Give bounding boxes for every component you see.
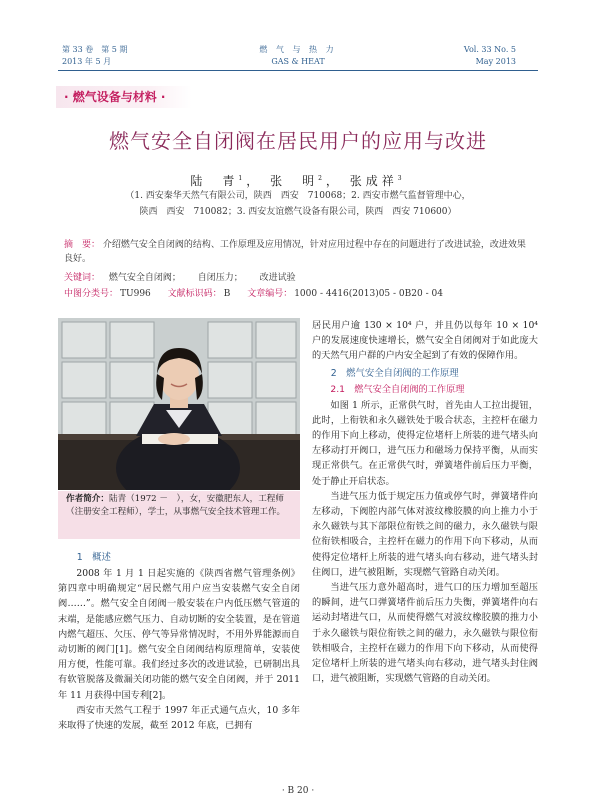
- paragraph: 当进气压力低于规定压力值或停气时，弹簧堵件向左移动，下阀腔内部气体对波纹橡胶膜的向上推力小于永久磁铁与其下部限位衔铁之间的磁力，永久磁铁与限位衔铁相吸合，主控杆在磁力的作用下向下移动，从而使得定位堵杆上所装的进气堵头向右移动，进气堵头封住阀口，进气被阻断，实现燃气管路自动关闭。: [312, 490, 538, 578]
- authors: 陆 青$^1$， 张 明$^2$， 张成祥$^3$: [190, 174, 406, 188]
- article-id-value: 1000 - 4416(2013)05 - 0B20 - 04: [294, 289, 443, 299]
- section-tag: · 燃气设备与材料 ·: [56, 86, 192, 108]
- paragraph: 当进气压力意外超高时，进气口的压力增加至超压的瞬间，进气口弹簧堵件前后压力失衡，弹簧堵件向右运动封堵进气口，从而使得燃气对波纹橡胶膜的推力小于永久磁铁与限位衔铁之间的磁力，永久磁铁与限位衔铁相吸合，主控杆在磁力的作用下向下移动，从而使得定位堵杆上所装的进气堵头向右移动，进气堵头封住阀口，进气被阻断，实现燃气管路的自动关闭。: [312, 582, 538, 685]
- author-bio: [58, 491, 300, 539]
- author-photo: [58, 318, 300, 490]
- abstract: [64, 238, 526, 266]
- year-month: 2013 年 5 月: [62, 57, 112, 66]
- author-2: 张 明: [270, 174, 319, 188]
- bio-text: 陆青（1972 － ），女，安徽肥东人，工程师（注册安全工程师），学士，从事燃气安全技术管理工作。: [66, 494, 286, 517]
- right-column: [312, 318, 538, 686]
- clc-label: 中图分类号：: [64, 289, 119, 299]
- paragraph: 西安市天然气工程于 1997 年正式通气点火，10 多年来取得了快速的发展，截至 2012 年底，已拥有: [58, 704, 300, 732]
- keywords: 关键词： 燃气安全自闭阀； 自闭压力； 改进试验: [64, 273, 296, 283]
- author-1: 陆 青: [190, 174, 239, 188]
- subsection-2-1-heading: 2.1 燃气安全自闭阀的工作原理: [330, 383, 465, 395]
- bio-label: 作者简介：: [66, 494, 109, 504]
- page-number: · B 20 ·: [281, 786, 315, 796]
- clc-value: TU996: [120, 289, 151, 299]
- month-year-en: May 2013: [475, 57, 516, 66]
- doc-code-value: B: [223, 289, 231, 299]
- abstract-label: 摘 要：: [64, 240, 101, 250]
- journal-title-cn: 燃 气 与 热 力: [259, 45, 337, 54]
- doc-code-label: 文献标识码：: [167, 289, 222, 299]
- classification: [64, 287, 538, 301]
- section-1-heading: 1 概述: [76, 552, 111, 563]
- journal-title-en: GAS & HEAT: [271, 57, 325, 66]
- article-id-label: 文章编号：: [247, 289, 293, 299]
- article-title: 燃气安全自闭阀在居民用户的应用与改进: [109, 129, 487, 153]
- author-3: 张成祥: [349, 174, 398, 188]
- affiliation-line-2: 陕西 西安 710082；3. 西安友谊燃气设备有限公司，陕西 西安 710600）: [139, 207, 457, 217]
- volume-issue-en: Vol. 33 No. 5: [463, 45, 516, 54]
- abstract-text: 介绍燃气安全自闭阀的结构、工作原理及应用情况，针对应用过程中存在的问题进行了改进试验，改进效果良好。: [64, 240, 526, 264]
- left-column: [58, 550, 300, 733]
- volume-issue: 第 33 卷 第 5 期: [62, 45, 128, 54]
- section-2-heading: 2 燃气安全自闭阀的工作原理: [330, 367, 459, 379]
- header-divider: [58, 70, 538, 71]
- author-photo-image: [58, 318, 300, 490]
- keywords-label: 关键词：: [64, 273, 101, 283]
- paragraph: 居民用户逾 130 × 10⁴ 户，并且仍以每年 10 × 10⁴ 户的发展速度快速增长，燃气安全自闭阀对于如此庞大的天然气用户群的户内安全起到了有效的保障作用。: [312, 320, 538, 362]
- paragraph: 如图 1 所示，正常供气时，首先由人工拉出提钮，此时，上衔铁和永久磁铁处于吸合状态，主控杆在磁力的作用下向上移动，使得定位堵杆上所装的进气堵头向左移动打开阀口，进气压力和磁场力保持平衡，从而实现正常供气。在正常供气时，弹簧堵件前后压力平衡，处于静止开启状态。: [312, 399, 538, 487]
- affiliation-line-1: （1. 西安秦华天然气有限公司，陕西 西安 710068；2. 西安市燃气监督管理中心，: [125, 191, 471, 201]
- header-right: [464, 44, 516, 68]
- paragraph: 2008 年 1 月 1 日起实施的《陕西省燃气管理条例》第四章中明确规定“居民燃气用户应当安装燃气安全自闭阀……”。燃气安全自闭阀一般安装在户内低压燃气管道的末端，是能感应燃气压力、自动切断的安全装置，是在管道内燃气超压、欠压、停气等异常情况时，不用外界能源而自动切断的阀门[1]。燃气安全自闭阀结构原理简单，安装使用方便，性能可靠。我们经过多次的改进试验，已研制出具有软管脱落及微漏关闭功能的燃气安全自闭阀，并于 2011 年 11 月获得中国专利[2]。: [58, 568, 300, 701]
